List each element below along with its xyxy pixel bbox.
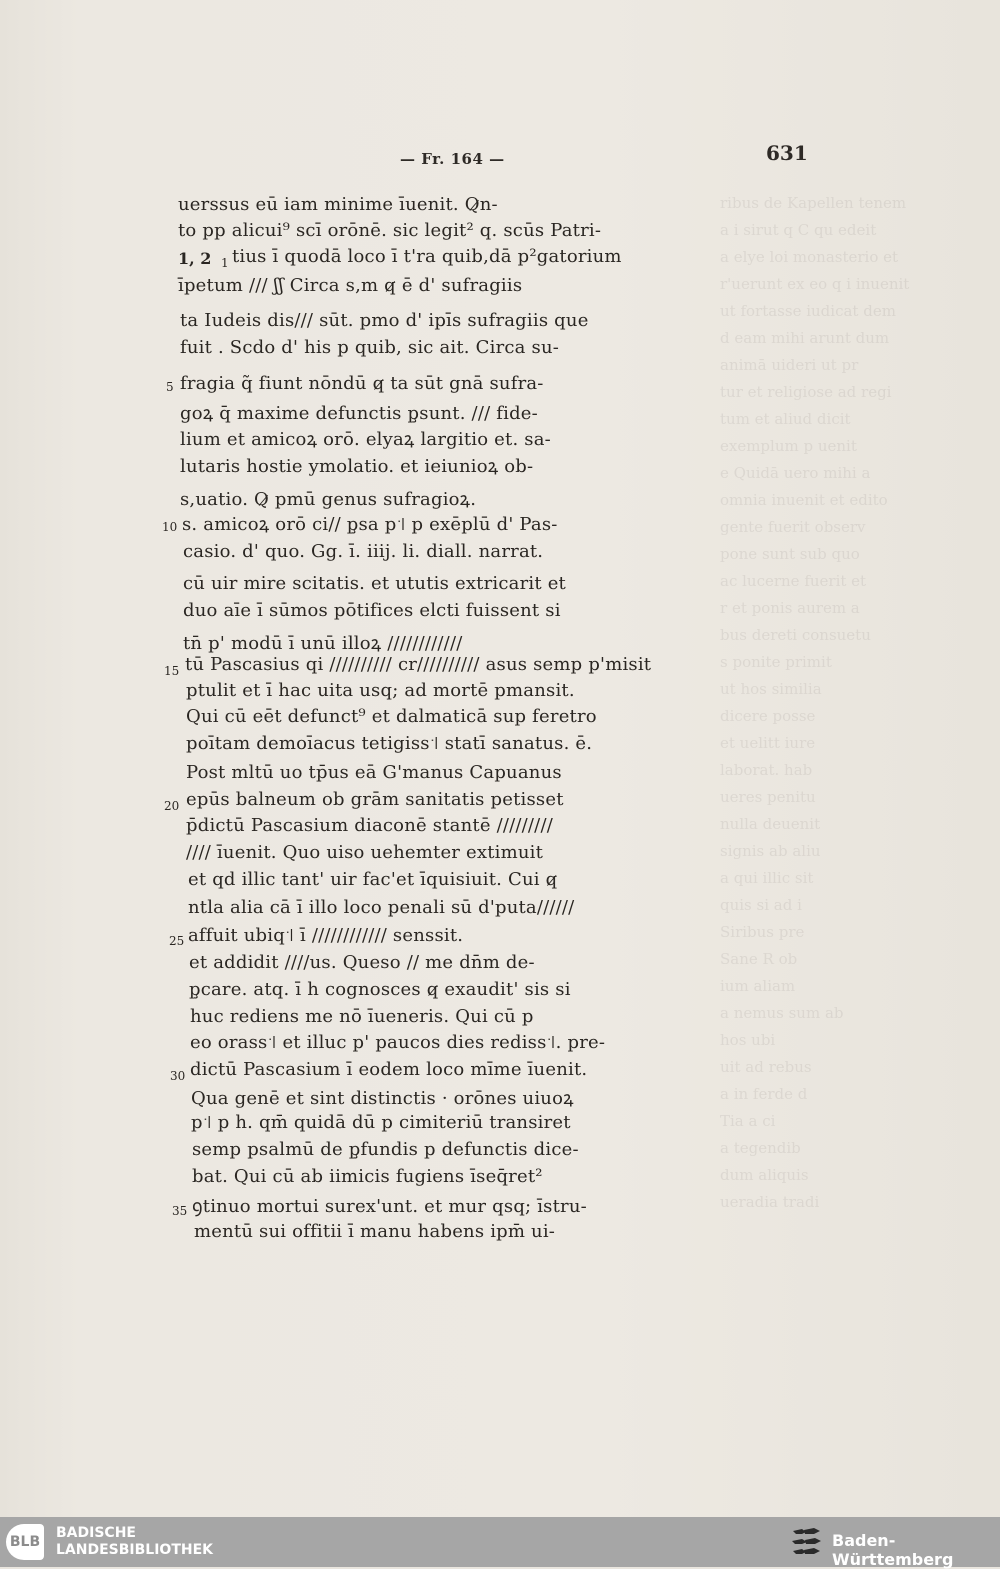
text-line: ntla alia cā ī illo loco penali sū d'puta////// [188,897,575,918]
margin-reference: 1, 2 [178,249,212,268]
text-line: poītam demoīacus tetigiss꜉ statī sanatus. ē. [186,733,593,754]
text-line: et qd illic tant' uir fac'et īquisiuit. Cui q̷ [188,869,558,890]
line-number: 25 [169,934,185,948]
line-number: 1 [221,256,229,270]
text-line: fuit . Scdo d' his p quib, sic ait. Circa su- [180,337,560,358]
library-name-line1: BADISCHE [56,1525,136,1541]
text-line: //// īuenit. Quo uiso uehemter extimuit [186,842,544,863]
text-line: īpetum /// ʃʃ Circa s,m q̷ ē d' sufragiis [178,275,523,296]
text-line: cū uir mire scitatis. et ututis extricarit et [183,573,566,594]
text-line: p̧care. atq. ī h cognosces q̷ exaudit' sis si [189,979,571,1000]
text-line: casio. d' quo. Gg. ī. iiij. li. diall. narrat. [183,541,544,562]
text-line: mentū sui offitii ī manu habens ipm̄ ui- [194,1221,556,1242]
line-number: 35 [172,1204,188,1218]
text-line: ta Iudeis dis/// sūt. pmo d' ipīs sufragiis que [180,310,589,331]
footer-bar [0,1517,1000,1567]
blb-logo[interactable]: BLB [6,1524,44,1560]
line-number: 15 [164,664,180,678]
text-line: bat. Qui cū ab iimicis fugiens īseq̄ret² [192,1166,543,1187]
text-line: affuit ubiq꜉ ī //////////// senssit. [188,925,464,946]
text-line: fragia q̃ fiunt nōndū q̷ ta sūt gnā sufra- [180,373,544,394]
text-line: ptulit et ī hac uita usq; ad mortē pmansit. [186,680,575,701]
text-line: tū Pascasius qi ////////// cr////////// asus semp p'misit [185,654,652,675]
text-line: Qua genē et sint distinctis · orōnes uiuoꝝ [191,1088,574,1109]
line-number: 20 [164,799,180,813]
text-line: Qui cū eēt defunct⁹ et dalmaticā sup feretro [186,706,597,727]
state-name[interactable]: Baden-Württemberg [832,1531,954,1569]
text-line: to pp alicui⁹ scī orōnē. sic legit² q. scūs Patri- [178,220,602,241]
text-line: Post mltū uo tp̄us eā G'manus Capuanus [186,762,562,783]
text-line: duo aīe ī sūmos pōtifices elcti fuissent si [183,600,561,621]
text-line: lium et amicoꝝ orō. elyaꝝ largitio et. sa- [180,429,551,450]
text-line: et addidit ////us. Queso // me dn̄m de- [189,952,535,973]
text-line: huc rediens me nō īueneris. Qui cū p [190,1006,534,1027]
text-line: s,uatio. Q̷ pmū genus sufragioꝝ. [180,489,477,510]
page-number: 631 [766,141,808,165]
text-line: uerssus eū iam minime īuenit. Q̷n- [178,194,498,215]
text-line: lutaris hostie ymolatio. et ieiunioꝝ ob- [180,456,534,477]
text-line: eo orass꜉ et illuc p' paucos dies rediss꜉. pre- [190,1032,606,1053]
text-line: p꜉ p h. qm̄ quidā dū p cimiteriū transiret [191,1112,571,1133]
text-line: tius ī quodā loco ī t'ra quib,dā p²gatorium [232,246,622,267]
text-line: s. amicoꝝ orō ci// p̧sa p꜉ p exēplū d' Pas- [182,514,558,535]
library-name-line2: LANDESBIBLIOTHEK [56,1542,214,1558]
line-number: 30 [170,1069,186,1083]
library-name[interactable] [56,1525,213,1559]
text-line: dictū Pascasium ī eodem loco mīme īuenit. [190,1059,588,1080]
text-line: ꝯtinuo mortui surex'unt. et mur qsq; īstru- [192,1196,587,1217]
line-number: 10 [162,520,178,534]
line-number: 5 [166,380,174,394]
text-line: goꝝ q̄ maxime defunctis p̧sunt. /// fide- [180,403,538,424]
text-line: p̄dictū Pascasium diaconē stantē ///////// [186,815,553,836]
bleed-through-text: ribus de Kapellen tenem a i sirut q C qu edeit a elye loi monasterio et r'uerunt ex eo q i inuenit ut fortasse iudicat dem d eam mihi arunt dum animā uideri ut pr tur et religiose ad regi tum et aliud dicit exemplum p uenit e Quidā uero mihi a omnia inuenit et edito gente fuerit observ pone sunt sub quo ac lucerne fuerit et r et ponis aurem a bus dereti consuetu s ponite primit ut hos similia dicere posse et uelitt iure laborat. hab ueres penitu nulla deuenit signis ab aliu a qui illic sit quis si ad i Siribus pre Sane R ob ium aliam a nemus sum ab hos ubi uit ad rebus a in ferde d Tia a ci a tegendib dum aliquis ueradia tradi [720,194,910,1211]
text-line: tn̄ p' modū ī unū illoꝝ //////////// [183,633,463,654]
state-coat-of-arms-icon [790,1525,824,1561]
text-line: epūs balneum ob grām sanitatis petisset [186,789,564,810]
running-header: — Fr. 164 — [400,150,505,168]
text-line: semp psalmū de p̧fundis p defunctis dice- [192,1139,579,1160]
